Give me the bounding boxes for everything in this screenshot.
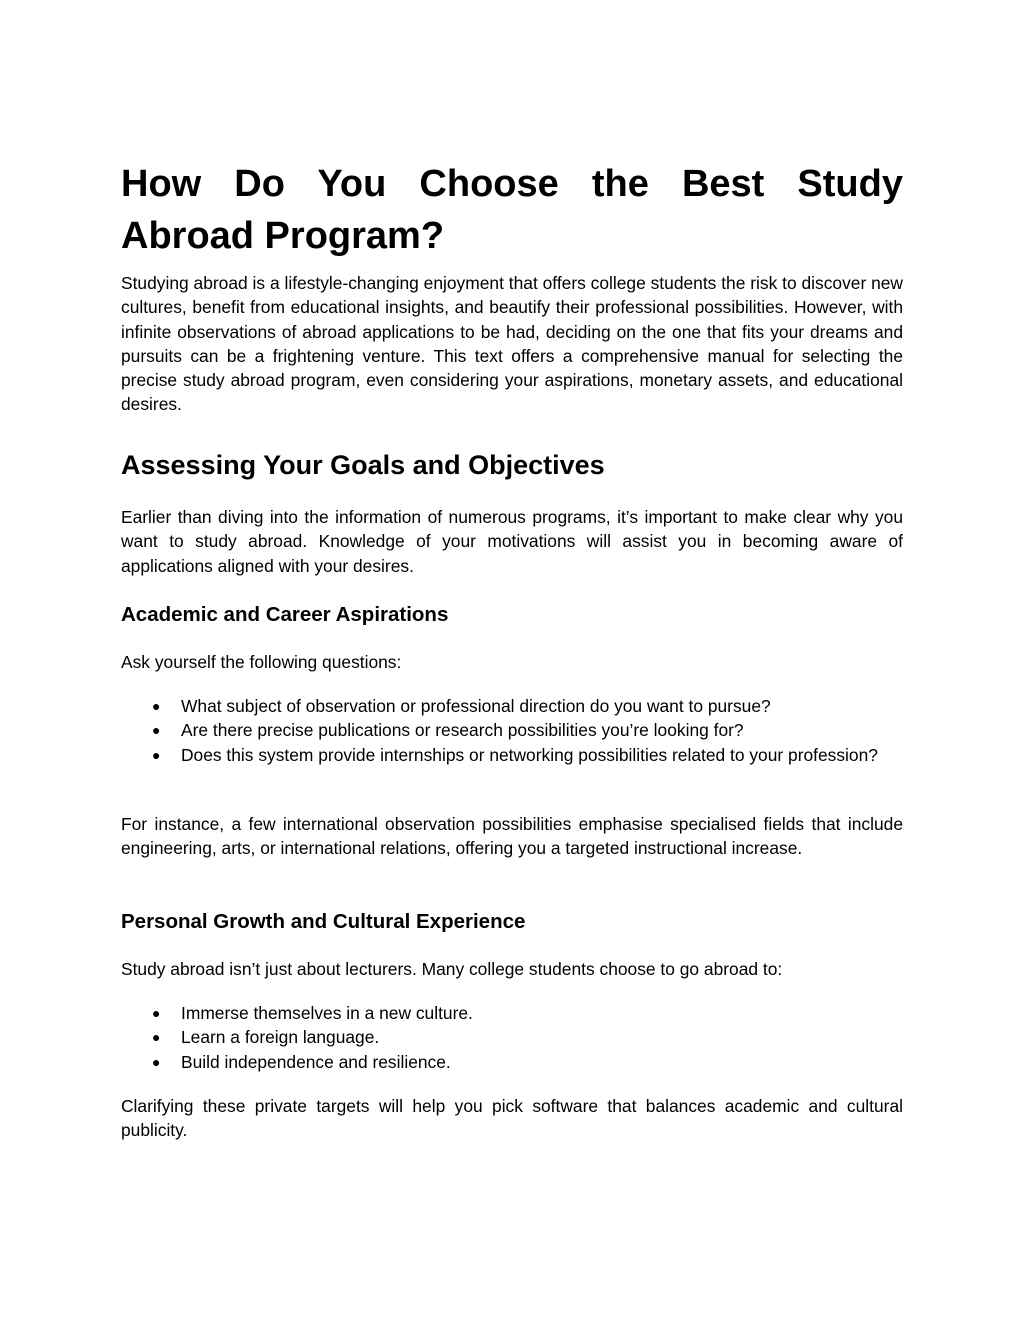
- list-item-text: What subject of observation or professional direction do you want to pursue?: [181, 696, 771, 716]
- page-title-line-2: Abroad Program?: [121, 215, 445, 257]
- personal-growth-closing-paragraph: Clarifying these private targets will help you pick software that balances academic and cultural publicity.: [121, 1096, 903, 1141]
- list-item-text: Build independence and resilience.: [181, 1051, 451, 1072]
- academic-questions-list: [121, 694, 903, 767]
- list-item-text: Are there precise publications or research possibilities you’re looking for?: [181, 720, 744, 741]
- section-heading-goals: Assessing Your Goals and Objectives: [121, 450, 605, 480]
- bullet-icon: ●: [152, 1029, 161, 1046]
- list-item: [121, 1025, 903, 1049]
- list-item: [121, 743, 903, 767]
- subsection-heading-personal-growth: Personal Growth and Cultural Experience: [121, 910, 526, 933]
- list-item-text: Immerse themselves in a new culture.: [181, 1003, 473, 1023]
- list-item: [121, 1050, 903, 1074]
- bullet-icon: ●: [152, 698, 161, 714]
- bullet-icon: ●: [152, 1053, 161, 1070]
- bullet-icon: ●: [152, 746, 161, 763]
- list-item: [121, 694, 903, 718]
- goals-paragraph: Earlier than diving into the information of numerous programs, it’s important to make clear why you want to study abroad. Knowledge of your motivations will assist you in becoming aware of applications aligned with your desires.: [121, 507, 903, 576]
- page-title-line-1: How Do You Choose the Best Study: [121, 163, 903, 205]
- list-item: [121, 718, 903, 742]
- personal-growth-list: [121, 1001, 903, 1074]
- bullet-icon: ●: [152, 1005, 161, 1021]
- academic-closing-paragraph: For instance, a few international observation possibilities emphasise specialised fields that include engineering, arts, or international relations, offering you a targeted instructional increase.: [121, 814, 903, 859]
- personal-growth-lead-text: Study abroad isn’t just about lecturers. Many college students choose to go abroad to:: [121, 959, 783, 979]
- bullet-icon: ●: [152, 722, 161, 739]
- list-item-text: Learn a foreign language.: [181, 1027, 380, 1048]
- list-item: [121, 1001, 903, 1025]
- intro-paragraph: Studying abroad is a lifestyle-changing enjoyment that offers college students the risk to discover new cultures, benefit from educational insights, and beautify their professional possibilities. However, with infinite observations of abroad applications to be had, deciding on the one that fits your dreams and pursuits can be a frightening venture. This text offers a comprehensive manual for selecting the precise study abroad program, even considering your aspirations, monetary assets, and educational desires.: [121, 273, 903, 415]
- page-title: [121, 158, 903, 262]
- academic-lead-text: Ask yourself the following questions:: [121, 652, 402, 672]
- subsection-heading-academic: Academic and Career Aspirations: [121, 603, 449, 626]
- list-item-text: Does this system provide internships or networking possibilities related to your profession?: [181, 744, 878, 765]
